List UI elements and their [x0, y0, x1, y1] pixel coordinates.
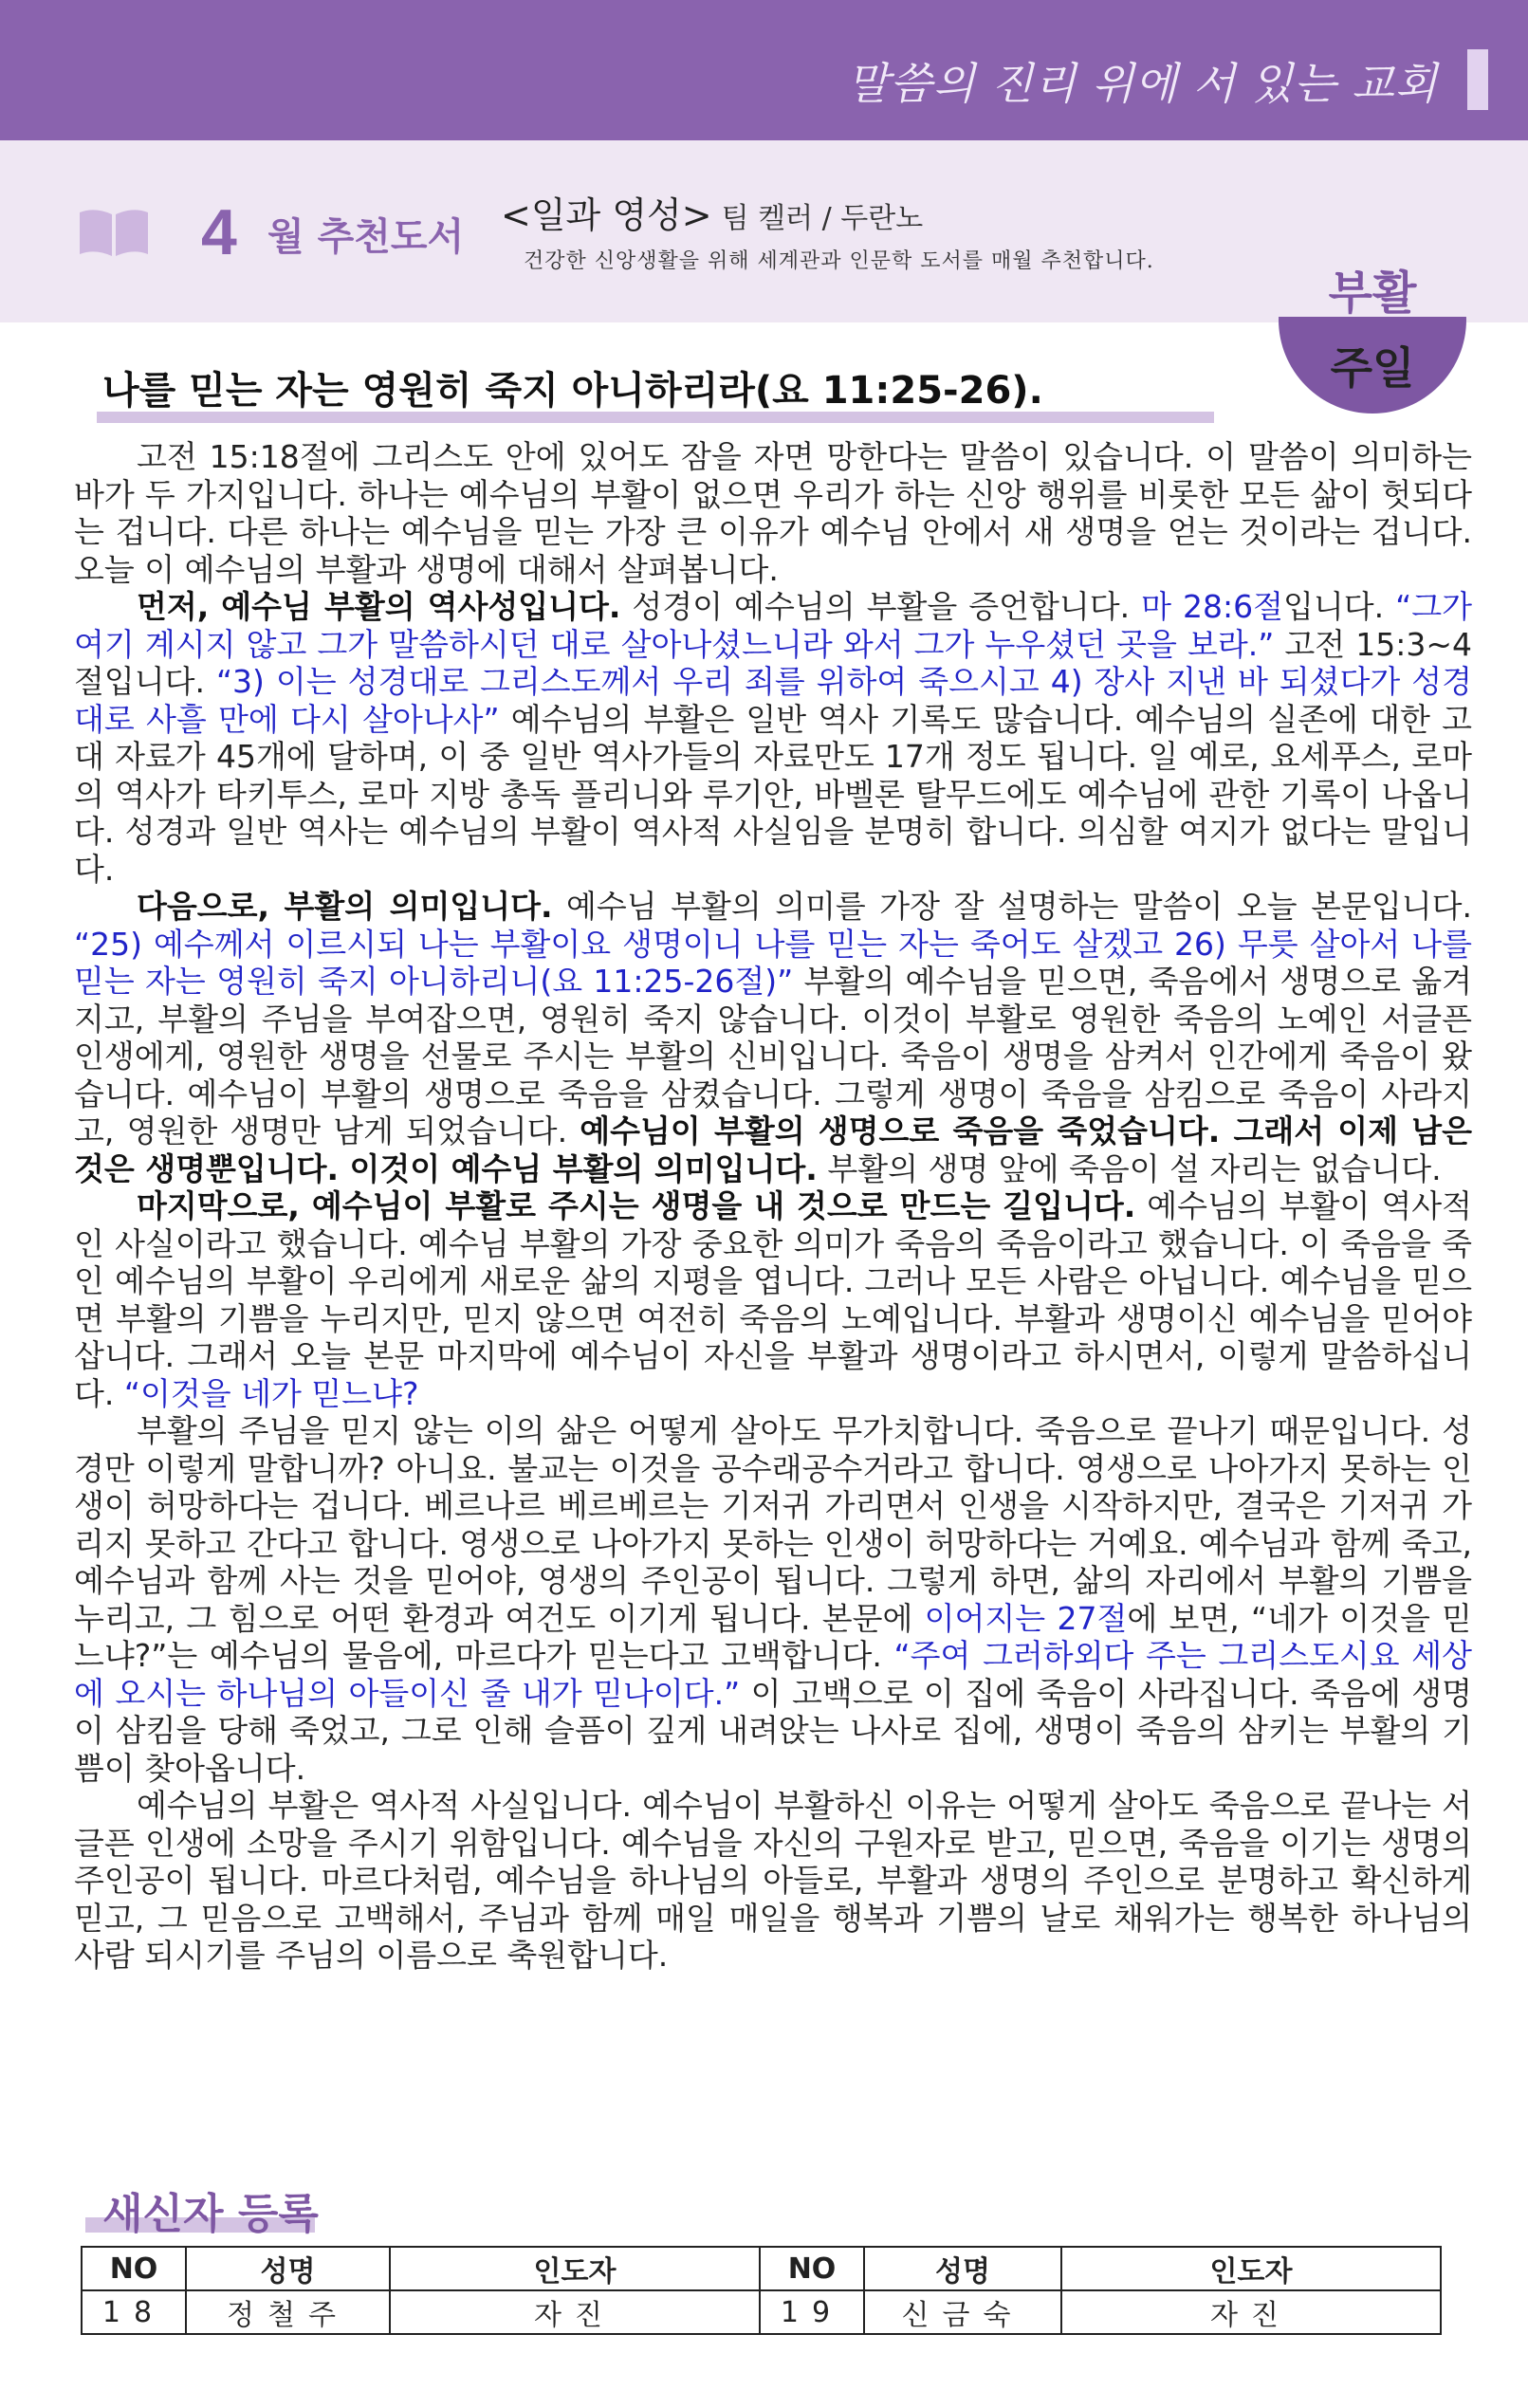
column-header: 성명	[864, 2247, 1061, 2290]
sermon-paragraph	[74, 1412, 1472, 1787]
column-header: NO	[760, 2247, 864, 2290]
body-text-run: 예수님의 부활이 역사적인 사실이라고 했습니다. 예수님 부활의 가장 중요한 의미가 죽음의 죽음이라고 했습니다. 이 죽음을 죽인 예수님의 부활이 우리에게 새로운 삶의 지평을 엽니다. 그러나 모든 사람은 아닙니다. 예수님을 믿으면 부활의 기쁨을 누리지만, 믿지 않으면 여전히 죽음의 노예입니다. 부활과 생명이신 예수님을 믿어야 삽니다. 그래서 오늘 본문 마지막에 예수님이 자신을 부활과 생명이라고 하시면서, 이렇게 말씀하십니다.	[74, 1187, 1472, 1412]
table-header-row	[82, 2247, 1441, 2290]
emphasis-text: 먼저, 예수님 부활의 역사성입니다.	[137, 588, 621, 625]
church-motto: 말씀의 진리 위에 서 있는 교회	[846, 58, 1438, 109]
body-text-run: 고전 15:18절에 그리스도 안에 있어도 잠을 자면 망한다는 말씀이 있습니다. 이 말씀이 의미하는 바가 두 가지입니다. 하나는 예수님의 부활이 없으면 우리가 하는 신앙 행위를 비롯한 모든 삶이 헛되다는 겁니다. 다른 하나는 예수님을 믿는 가장 큰 이유가 예수님 안에서 새 생명을 얻는 것이라는 겁니다. 오늘 이 예수님의 부활과 생명에 대해서 살펴봅니다.	[74, 438, 1472, 588]
emphasis-text: 예수님이 부활의 생명으로 죽음을 죽었습니다. 그래서 이제 남은 것은 생명뿐입니다. 이것이 예수님 부활의 의미입니다.	[74, 1112, 1472, 1187]
banner-tab-mark	[1467, 49, 1488, 110]
table-cell: 자진	[390, 2290, 760, 2334]
body-text-run: 예수님의 부활은 일반 역사 기록도 많습니다. 예수님의 실존에 대한 고대 자료가 45개에 달하며, 이 중 일반 역사가들의 자료만도 17개 정도 됩니다. 일 예로, 요세푸스, 로마의 역사가 타키투스, 로마 지방 총독 플리니와 루기안, 바벨론 탈무드에도 예수님에 관한 기록이 나옵니다. 성경과 일반 역사는 예수님의 부활이 역사적 사실임을 분명히 합니다. 의심할 여지가 없다는 말입니다.	[74, 700, 1473, 888]
book-title-line	[501, 186, 923, 238]
body-text-run: 부활의 생명 앞에 죽음이 설 자리는 없습니다.	[817, 1149, 1442, 1187]
scripture-quote: 마 28:6절	[1141, 588, 1283, 625]
table-cell: 19	[760, 2290, 864, 2334]
column-header: 인도자	[390, 2247, 760, 2290]
sermon-paragraph	[74, 888, 1472, 1187]
scripture-quote: “이것을 네가 믿느냐?	[123, 1374, 419, 1412]
open-book-icon	[78, 207, 150, 258]
table-row	[82, 2290, 1441, 2334]
book-description: 건강한 신앙생활을 위해 세계관과 인문학 도서를 매월 추천합니다.	[524, 249, 1154, 273]
column-header: NO	[82, 2247, 186, 2290]
sermon-paragraph	[74, 438, 1472, 588]
badge-line-1: 부활	[1328, 267, 1417, 320]
table-cell: 정철주	[186, 2290, 390, 2334]
month-label: 월 추천도서	[267, 215, 465, 259]
body-text-run: 예수님의 부활은 역사적 사실입니다. 예수님이 부활하신 이유는 어떻게 살아도 죽음으로 끝나는 서글픈 인생에 소망을 주시기 위함입니다. 예수님을 자신의 구원자로 받고, 믿으면, 죽음을 이기는 생명의 주인공이 됩니다. 마르다처럼, 예수님을 하나님의 아들로, 부활과 생명의 주인으로 분명하고 확신하게 믿고, 그 믿음으로 고백해서, 주님과 함께 매일 매일을 행복과 기쁨의 날로 채워가는 행복한 하나님의 사람 되시기를 주님의 이름으로 축원합니다.	[74, 1787, 1472, 1974]
registration-table	[81, 2246, 1442, 2335]
badge-line-2: 주일	[1330, 342, 1415, 394]
body-text-run: 부활의 주님을 믿지 않는 이의 삶은 어떻게 살아도 무가치합니다. 죽음으로 끝나기 때문입니다. 성경만 이렇게 말합니까? 아니요. 불교는 이것을 공수래공수거라고 합니다. 영생으로 나아가지 못하는 인생이 허망하다는 겁니다. 베르나르 베르베르는 기저귀 가리면서 인생을 시작하지만, 결국은 기저귀 가리지 못하고 간다고 합니다. 영생으로 나아가지 못하는 인생이 허망하다는 거예요. 예수님과 함께 죽고, 예수님과 함께 사는 것을 믿어야, 영생의 주인공이 됩니다. 그렇게 하면, 삶의 자리에서 부활의 기쁨을 누리고, 그 힘으로 어떤 환경과 여건도 이기게 됩니다. 본문에	[74, 1412, 1472, 1637]
body-text-run: 예수님 부활의 의미를 가장 잘 설명하는 말씀이 오늘 본문입니다.	[552, 888, 1472, 925]
book-author: 팀 켈러 / 두란노	[721, 202, 924, 235]
body-text-run: 성경이 예수님의 부활을 증언합니다.	[620, 588, 1142, 625]
top-banner	[0, 0, 1528, 140]
scripture-quote: “3) 이는 성경대로 그리스도께서 우리 죄를 위하여 죽으시고 4) 장사 지낸 바 되셨다가 성경대로 사흘 만에 다시 살아나사”	[74, 663, 1472, 738]
sermon-body	[74, 438, 1472, 1975]
body-text-run: 고전 15:3~4절입니다.	[74, 625, 1472, 700]
scripture-quote: 이어지는 27절	[924, 1599, 1128, 1637]
sermon-paragraph	[74, 1187, 1472, 1412]
table-cell: 자진	[1061, 2290, 1441, 2334]
scripture-quote: “주여 그러하외다 주는 그리스도시요 세상에 오시는 하나님의 아들이신 줄 내가 믿나이다.”	[74, 1637, 1472, 1712]
book-title: <일과 영성>	[501, 194, 712, 236]
table-cell: 신금숙	[864, 2290, 1061, 2334]
sermon-heading: 나를 믿는 자는 영원히 죽지 아니하리라(요 11:25-26).	[102, 369, 1043, 413]
sermon-paragraph	[74, 1787, 1472, 1975]
registration-title: 새신자 등록	[102, 2190, 319, 2238]
scripture-quote: “25) 예수께서 이르시되 나는 부활이요 생명이니 나를 믿는 자는 죽어도 살겠고 26) 무릇 살아서 나를 믿는 자는 영원히 죽지 아니하리니(요 11:25-26절)”	[74, 925, 1472, 1000]
body-text-run: 입니다.	[1283, 588, 1396, 625]
sermon-paragraph	[74, 588, 1472, 888]
emphasis-text: 다음으로, 부활의 의미입니다.	[137, 888, 553, 925]
scripture-quote: “그가 여기 계시지 않고 그가 말씀하시던 대로 살아나셨느니라 와서 그가 누우셨던 곳을 보라.”	[74, 588, 1472, 663]
body-text-run: 부활의 예수님을 믿으면, 죽음에서 생명으로 옮겨지고, 부활의 주님을 부여잡으면, 영원히 죽지 않습니다. 이것이 부활로 영원한 죽음의 노예인 서글픈 인생에게, 영원한 생명을 선물로 주시는 부활의 신비입니다. 죽음이 생명을 삼켜서 인간에게 죽음이 왔습니다. 예수님이 부활의 생명으로 죽음을 삼켰습니다. 그렇게 생명이 죽음을 삼킴으로 죽음이 사라지고, 영원한 생명만 남게 되었습니다.	[74, 963, 1472, 1149]
table-cell: 18	[82, 2290, 186, 2334]
body-text-run: 이 고백으로 이 집에 죽음이 사라집니다. 죽음에 생명이 삼킴을 당해 죽었고, 그로 인해 슬픔이 깊게 내려앉는 나사로 집에, 생명이 죽음의 삼키는 부활의 기쁨이 찾아옵니다.	[74, 1674, 1472, 1787]
column-header: 성명	[186, 2247, 390, 2290]
emphasis-text: 마지막으로, 예수님이 부활로 주시는 생명을 내 것으로 만드는 길입니다.	[137, 1187, 1136, 1224]
month-number: 4	[201, 196, 237, 268]
column-header: 인도자	[1061, 2247, 1441, 2290]
body-text-run: 에 보면, “네가 이것을 믿느냐?”는 예수님의 물음에, 마르다가 믿는다고 고백합니다.	[74, 1599, 1472, 1674]
easter-sunday-badge	[1279, 226, 1466, 414]
